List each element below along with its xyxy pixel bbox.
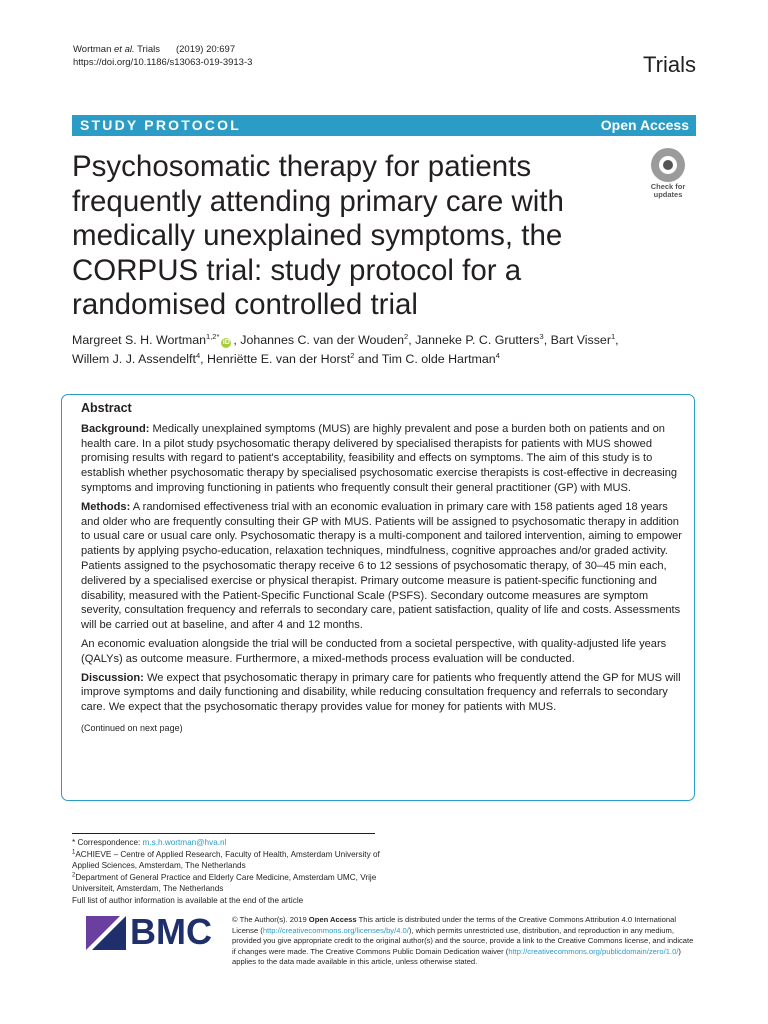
check-for-updates-label: Check for updates	[650, 182, 686, 199]
journal-name: Trials	[643, 52, 696, 77]
check-for-updates-icon	[651, 148, 685, 182]
license-link-zero[interactable]: http://creativecommons.org/publicdomain/zero/1.0/	[508, 946, 679, 956]
abstract-heading: Abstract	[81, 401, 132, 415]
abstract-background	[81, 422, 686, 496]
citation-journal: Trials	[134, 44, 160, 55]
author-affiliation-sup: 4	[195, 350, 201, 360]
author-affiliation-sup: 3	[539, 331, 544, 341]
author-name[interactable]: Tim C. olde Hartman	[381, 352, 496, 366]
discussion-text: We expect that psychosomatic therapy in primary care for patients who frequently attend the GP for MUS will improve symptoms and daily functioning and disability, while reducing consultation frequency and referrals to secondary care. We expect that the psychosomatic therapy provides value for money for patients with MUS.	[81, 671, 681, 714]
correspondence-email[interactable]: m.s.h.wortman@hva.nl	[142, 838, 227, 847]
abstract	[81, 401, 686, 736]
continued-note: (Continued on next page)	[81, 722, 183, 733]
affiliation-1: $^1$ACHIEVE – Centre of Applied Research, Faculty of Health, Amsterdam University of Applied Sciences, Amsterdam, The Netherlands	[72, 848, 380, 871]
bmc-logo-text: BMC	[130, 911, 212, 952]
abstract-methods-2: An economic evaluation alongside the trial will be conducted from a societal perspective, with quality-adjusted life years (QALYs) as outcome measure. Furthermore, a mixed-methods process evaluation will be conducted.	[81, 637, 667, 665]
footnote-divider	[72, 833, 375, 834]
footnotes	[72, 837, 382, 907]
orcid-icon[interactable]: iD	[222, 339, 230, 346]
citation-year-volume: (2019) 20:697	[175, 44, 236, 55]
author-name[interactable]: Henriëtte E. van der Horst	[207, 352, 351, 366]
full-author-info-note: Full list of author information is available at the end of the article	[72, 895, 304, 905]
correspondence-label: * Correspondence:	[72, 838, 143, 847]
author-affiliation-sup: 1,2*	[206, 331, 220, 341]
citation-etal: et al.	[114, 44, 135, 55]
background-text: Medically unexplained symptoms (MUS) are highly prevalent and pose a burden both on patients and on health care. In a pilot study psychosomatic therapy delivered by specialised therapists for patients with MUS showed promising results with regard to patient's acceptability, feasibility and effects on symptoms. The aim of this study is to establish whether psychosomatic therapy by specialised psychosomatic exercise therapists is cost-effective in decreasing symptoms and improving functioning in patients who frequently consult their general practitioner (GP) with MUS.	[81, 422, 678, 494]
author-affiliation-sup: 4	[495, 350, 500, 360]
author-name[interactable]: Janneke P. C. Grutters	[415, 333, 540, 347]
article-title: Psychosomatic therapy for patients frequently attending primary care with medically unexplained symptoms, the CORPUS trial: study protocol for a randomised controlled trial	[72, 150, 564, 321]
author-name[interactable]: Johannes C. van der Wouden	[240, 333, 405, 347]
doi-link[interactable]: https://doi.org/10.1186/s13063-019-3913-3	[73, 57, 253, 68]
open-access-label: Open Access	[600, 117, 689, 133]
author-affiliation-sup: 1	[610, 331, 616, 341]
citation-header	[73, 43, 252, 69]
abstract-methods	[81, 500, 686, 633]
author-name[interactable]: Willem J. J. Assendelft	[72, 352, 196, 366]
author-name[interactable]: Bart Visser	[550, 333, 611, 347]
author-list: Margreet S. H. Wortman$^{1,2*}$iD , Johannes C. van der Wouden$^2$, Janneke P. C. Grutters$^3$, Bart Visser$^1$, Willem J. J. Assendelft$^4$, Henriëtte E. van der Horst$^2$ and Tim C. olde Hartman$^4$	[72, 331, 619, 366]
author-affiliation-sup: 2	[404, 331, 409, 341]
license-statement: © The Author(s). 2019 Open Access This article is distributed under the terms of the Creative Commons Attribution 4.0 International License (http://creativecommons.org/licenses/by/4.0/), which permits unrestricted use, distribution, and reproduction in any medium, provided you give appropriate credit to the original author(s) and the source, provide a link to the Creative Commons license, and indicate if changes were made. The Creative Commons Public Domain Dedication waiver (http://creativecommons.org/publicdomain/zero/1.0/) applies to the data made available in this article, unless otherwise stated.	[232, 915, 694, 967]
methods-label: Methods:	[81, 500, 131, 513]
citation-authors: Wortman	[73, 44, 115, 55]
license-open-access: Open Access	[308, 915, 357, 924]
author-affiliation-sup: 2	[350, 350, 355, 360]
author-name[interactable]: Margreet S. H. Wortman	[72, 333, 207, 347]
abstract-discussion	[81, 671, 686, 715]
license-link-by[interactable]: http://creativecommons.org/licenses/by/4.0/	[262, 925, 409, 935]
article-type-banner	[72, 115, 696, 136]
bmc-logo-mark-icon	[86, 912, 130, 952]
discussion-label: Discussion:	[81, 671, 144, 684]
methods-text: A randomised effectiveness trial with an economic evaluation in primary care with 158 patients aged 18 years and older who are frequently consulting their GP with MUS. Patients will be assigned to psychosomatic therapy in addition to usual care or usual care only. Psychosomatic therapy is a multi-component and tailored intervention, aiming to empower patients by applying psycho-education, relaxation techniques, mindfulness, cognitive approaches and/or graded activity. Patients assigned to the psychosomatic therapy receive 6 to 12 sessions of psychosomatic therapy, of 30–45 min each, delivered by a specialised exercise or physical therapist. Primary outcome measure is patient-specific functioning and disability, measured with the Patient-Specific Functional Scale (PSFS). Secondary outcome measures are symptom severity, consultation frequency and referrals to secondary care, patient satisfaction, quality of life and costs. Assessments will be carried out at baseline, and after 4 and 12 months.	[81, 500, 683, 632]
check-for-updates-button[interactable]	[640, 148, 696, 200]
affiliation-2: $^2$Department of General Practice and Elderly Care Medicine, Amsterdam UMC, Vrije Universiteit, Amsterdam, The Netherlands	[72, 872, 377, 894]
background-label: Background:	[81, 422, 150, 435]
article-type: STUDY PROTOCOL	[80, 117, 241, 133]
bmc-logo	[86, 912, 216, 952]
